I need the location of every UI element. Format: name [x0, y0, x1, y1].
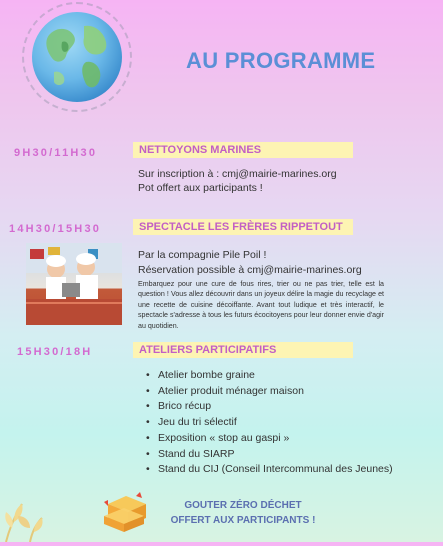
- list-item: • Stand du SIARP: [146, 447, 393, 463]
- earth-globe-icon: [28, 8, 128, 108]
- session-info-line: Par la compagnie Pile Poil !: [138, 249, 267, 261]
- list-item: • Atelier bombe graine: [146, 368, 393, 384]
- list-item: • Jeu du tri sélectif: [146, 415, 393, 431]
- list-item: • Atelier produit ménager maison: [146, 384, 393, 400]
- workshop-list: [146, 368, 393, 478]
- session-title: SPECTACLE LES FRÈRES RIPPETOUT: [133, 219, 353, 235]
- list-item: • Stand du CIJ (Conseil Intercommunal des Jeunes): [146, 462, 393, 478]
- session-info-line: Réservation possible à cmj@mairie-marines.org: [138, 264, 362, 276]
- snack-announcement: [158, 498, 328, 528]
- session-description: Embarquez pour une cure de fous rires, trier ou ne pas trier, telle est la question ! Vous allez découvrir dans un joyeux délire la magie du recyclage et une recette de cuisine décoiffante. Avant tout ludique et très interactif, le spectacle s'adresse à tous les futurs écocitoyens pour leur donner envie d'agir au quotidien.: [138, 280, 384, 330]
- session-title: NETTOYONS MARINES: [133, 142, 353, 158]
- session-info-line: Pot offert aux participants !: [138, 182, 263, 194]
- session-info-line: Sur inscription à : cmj@mairie-marines.org: [138, 168, 337, 180]
- session-time: 9H30/11H30: [14, 147, 98, 159]
- session-title: ATELIERS PARTICIPATIFS: [133, 342, 353, 358]
- page-title: AU PROGRAMME: [186, 48, 376, 73]
- snack-line: OFFERT AUX PARTICIPANTS !: [170, 515, 316, 526]
- snack-line: GOUTER ZÉRO DÉCHET: [184, 500, 302, 511]
- show-photo: [26, 243, 122, 325]
- cake-icon: [102, 490, 152, 532]
- session-time: 14H30/15H30: [9, 223, 102, 235]
- list-item: • Brico récup: [146, 399, 393, 415]
- plant-leaves-icon: [0, 482, 60, 542]
- session-time: 15H30/18H: [17, 346, 93, 358]
- list-item: • Exposition « stop au gaspi »: [146, 431, 393, 447]
